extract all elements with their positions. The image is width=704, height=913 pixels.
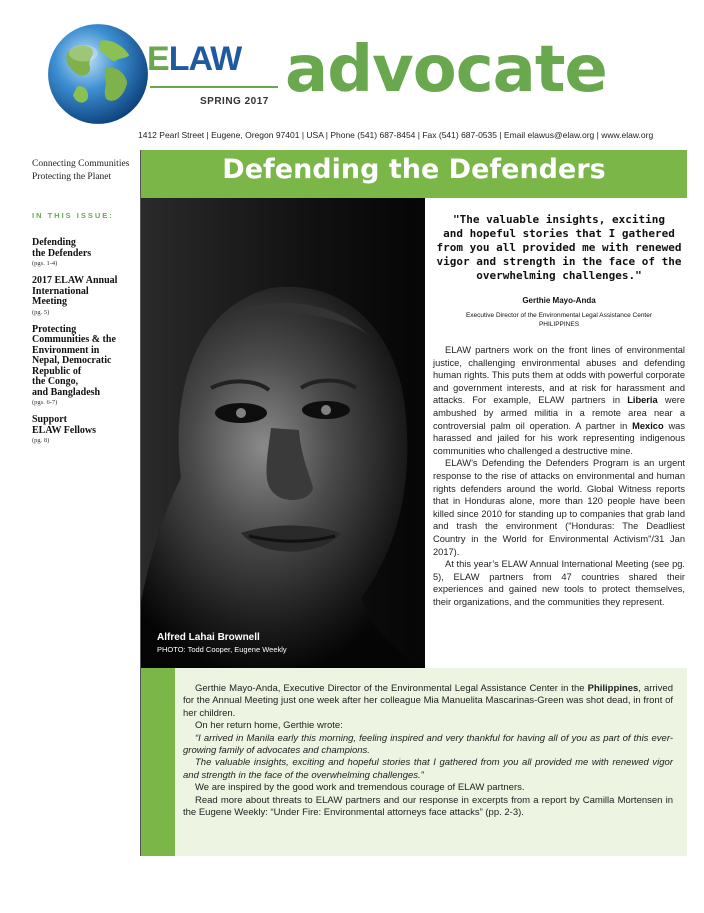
toc-line: Communities & the [32, 334, 116, 345]
tagline-line: Protecting the Planet [32, 172, 112, 182]
brand-wordmark [147, 40, 241, 79]
body-text: ELAW partners work on the front lines of environmental justice, challenging environmental abuses and defending human rights. This puts them at odds with powerful corporate and government interests, and at risk for harassment and attacks. For example, ELAW partners in [433, 345, 685, 406]
globe-logo-icon [46, 22, 150, 126]
table-of-contents [32, 238, 136, 453]
box-quote-paragraph: “I arrived in Manila early this morning, feeling inspired and very thankful for having all of you as part of this ever-growing family of advocates and champions. [183, 732, 673, 757]
box-paragraph: We are inspired by the good work and tremendous courage of ELAW partners. [195, 782, 525, 794]
body-paragraph: ELAW’s Defending the Defenders Program is an urgent response to the rise of attacks on environmental and human rights defenders around the world. Global Witness reports that in Honduras alone, more than 120 people have been killed since 2010 for standing up to companies that grab land and trash the environment ("Honduras: The Deadliest Country in the World for Environmental Activism"/31 Jan 2017). [433, 458, 685, 557]
attribution-role: Executive Director of the Environmental Legal Assistance Center [465, 312, 653, 319]
newsletter-title: advocate [285, 33, 607, 107]
body-text: were ambushed by armed militia in a remote area near a controversial palm oil operation. A partner in [433, 395, 686, 431]
toc-line: Meeting [32, 296, 67, 307]
contact-address: 1412 Pearl Street | Eugene, Oregon 97401 | USA | Phone (541) 687-8454 | Fax (541) 687-0535 | Email elawus@elaw.org | www.elaw.org [138, 130, 654, 140]
pull-quote [436, 213, 682, 283]
brand-law: LAW [168, 40, 242, 78]
attribution-name: Gerthie Mayo-Anda [522, 296, 596, 305]
quote-line: from you all provided me with renewed [436, 241, 682, 254]
headline: Defending the Defenders [222, 154, 606, 185]
issue-date: SPRING 2017 [200, 96, 269, 107]
tagline-line: Connecting Communities [32, 159, 130, 169]
quote-line: vigor and strength in the face of the [436, 255, 682, 268]
toc-line: Environment in [32, 344, 100, 356]
brand-rule [150, 86, 278, 88]
toc-item-annual-meeting[interactable] [32, 276, 136, 316]
body-bold-mexico: Mexico [632, 420, 664, 431]
toc-line: International [32, 285, 89, 297]
quote-line: and hopeful stories that I gathered [443, 227, 675, 240]
box-bold-philippines: Philippines [587, 683, 639, 694]
toc-line: ELAW Fellows [32, 424, 96, 436]
quote-line: overwhelming challenges." [476, 269, 642, 282]
body-paragraph: At this year’s ELAW Annual International Meeting (see pg. 5), ELAW partners from 47 countries shared their experiences and gained new tools to protect themselves, their organizations, and the communities they represent. [433, 559, 685, 607]
photo-credit: PHOTO: Todd Cooper, Eugene Weekly [157, 645, 287, 654]
toc-item-fellows[interactable] [32, 415, 136, 444]
box-story-text [183, 683, 673, 819]
toc-line: Support [32, 414, 68, 425]
toc-heading: IN THIS ISSUE: [32, 211, 114, 220]
toc-item-protecting[interactable] [32, 325, 136, 407]
toc-line: Nepal, Democratic [32, 355, 112, 366]
box-paragraph [183, 683, 673, 720]
toc-line: the Congo, [32, 376, 79, 387]
toc-pages: (pg. 5) [32, 308, 50, 316]
toc-pages: (pgs. 1-4) [32, 260, 58, 267]
toc-item-defending[interactable] [32, 238, 136, 267]
toc-pages: (pgs. 6-7) [32, 399, 58, 406]
portrait-illustration [141, 198, 425, 668]
box-paragraph: Read more about threats to ELAW partners and our response in excerpts from a report by Camilla Mortensen in the Eugene Weekly: “Under Fire: Environmental attorneys face attacks” (pp. 2-3). [183, 794, 673, 819]
box-text: Gerthie Mayo-Anda, Executive Director of the Environmental Legal Assistance Center in the [195, 683, 588, 694]
toc-line: Protecting [32, 323, 77, 335]
body-paragraph [433, 344, 685, 457]
box-quote-paragraph: The valuable insights, exciting and hopeful stories that I gathered from you all provided me with renewed vigor and strength in the face of the overwhelming challenges.” [183, 757, 673, 781]
box-paragraph: On her return home, Gerthie wrote: [195, 720, 343, 732]
tagline [32, 158, 129, 184]
portrait-photo [141, 198, 425, 668]
box-text: , arrived for the Annual Meeting just one week after her colleague Mia Manuelita Mascarinas-Green was shot dead, in front of her children. [183, 683, 673, 719]
photo-caption [157, 632, 287, 654]
toc-line: 2017 ELAW Annual [32, 275, 118, 286]
toc-line: the Defenders [32, 247, 92, 259]
toc-line: Republic of [32, 365, 82, 377]
body-bold-liberia: Liberia [627, 395, 658, 406]
brand-e: E [147, 40, 169, 78]
quote-line: "The valuable insights, exciting [453, 213, 665, 226]
box-accent-bar [141, 668, 175, 856]
toc-line: and Bangladesh [32, 386, 101, 398]
photo-subject-name: Alfred Lahai Brownell [157, 632, 260, 643]
quote-attribution [436, 296, 682, 329]
attribution-country: PHILIPPINES [538, 321, 580, 328]
toc-pages: (pg. 8) [32, 437, 50, 444]
toc-line: Defending [32, 237, 76, 248]
article-body [433, 344, 685, 608]
body-text: was harassed and jailed for his work representing indigenous communities who challenged a destructive mine. [433, 420, 685, 456]
